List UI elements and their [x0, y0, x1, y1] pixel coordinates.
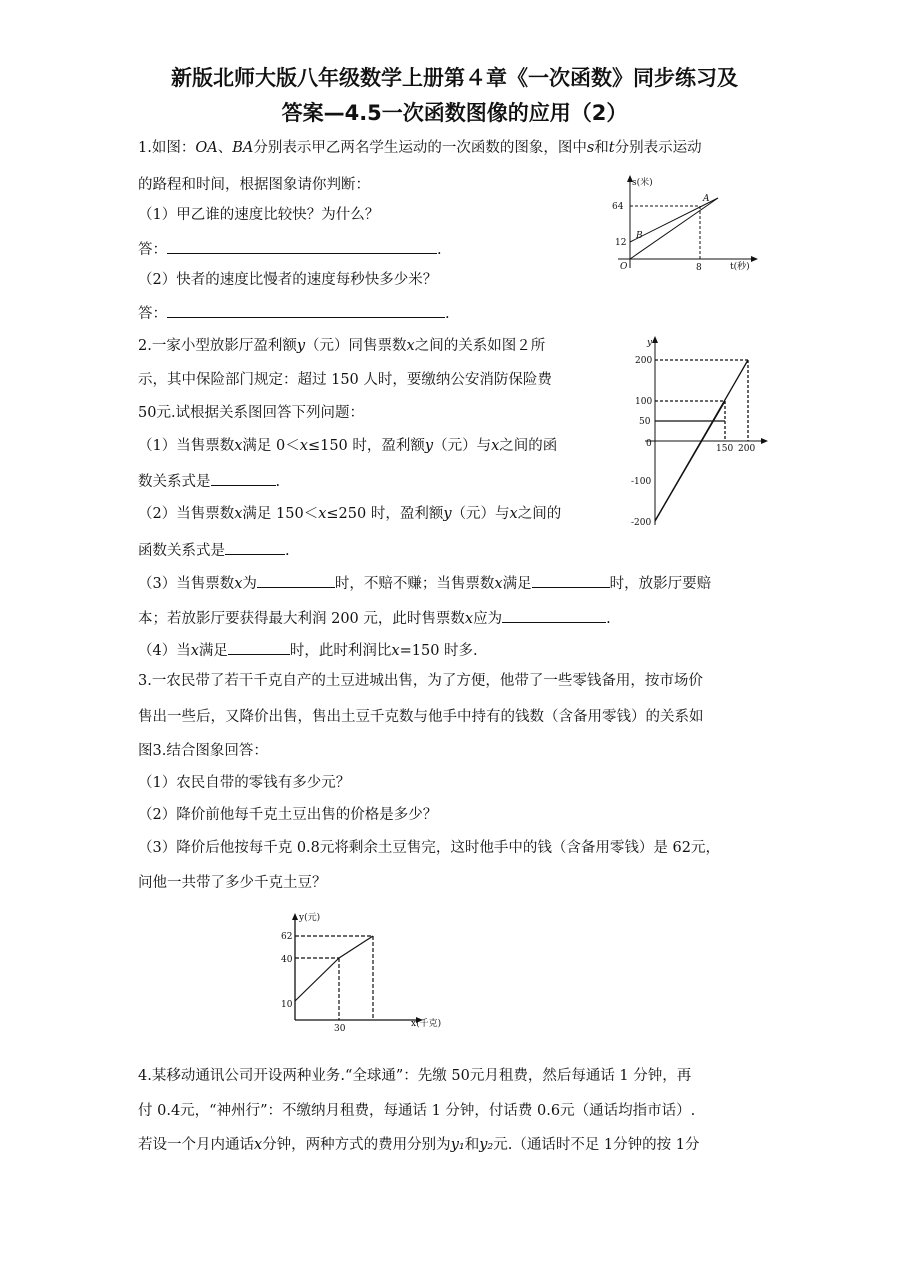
- answer-blank[interactable]: [225, 539, 285, 555]
- q1-line2: 的路程和时间，根据图象请你判断：: [138, 177, 370, 193]
- q1-line1: 1.如图：OA、BA分别表示甲乙两名学生运动的一次函数的图象，图中s和t分别表示运动: [138, 140, 702, 156]
- answer-blank[interactable]: [502, 607, 606, 623]
- q2-line3: 50元.试根据关系图回答下列问题：: [138, 405, 365, 421]
- svg-text:y: y: [647, 338, 653, 348]
- q4-line2: 付 0.4元，“神州行”：不缴纳月租费，每通话 1 分钟，付话费 0.6元（通话均指市话）.: [138, 1103, 696, 1119]
- svg-text:A: A: [703, 194, 710, 204]
- q2-sub3-line2: 本；若放影厅要获得最大利润 200 元，此时售票数x应为 .: [138, 607, 611, 629]
- q3-line2: 售出一些后，又降价出售，售出土豆千克数与他手中持有的钱数（含备用零钱）的关系如: [138, 709, 704, 725]
- q2-sub1-line2: 数关系式是 .: [138, 470, 280, 492]
- svg-text:t(秒): t(秒): [730, 262, 750, 272]
- q3-line1: 3.一农民带了若干千克自产的土豆进城出售，为了方便，他带了一些零钱备用，按市场价: [138, 673, 703, 689]
- q2-sub2: （2）当售票数x满足 150＜x≤250 时，盈利额y（元）与x之间的: [138, 506, 562, 522]
- svg-text:8: 8: [696, 263, 702, 273]
- q4-line1: 4.某移动通讯公司开设两种业务.“全球通”：先缴 50元月租费，然后每通话 1 分钟，再: [138, 1068, 692, 1084]
- svg-text:100: 100: [635, 397, 653, 407]
- q2-line1: 2.一家小型放影厅盈利额y（元）同售票数x之间的关系如图２所: [138, 338, 546, 354]
- svg-text:-100: -100: [631, 477, 652, 487]
- q1-sub1: （1）甲乙谁的速度比较快？为什么？: [138, 207, 380, 223]
- q3-sub3: （3）降价后他按每千克 0.8元将剩余土豆售完，这时他手中的钱（含备用零钱）是 62元，: [138, 840, 720, 856]
- answer-blank[interactable]: [228, 639, 290, 655]
- svg-text:y(元): y(元): [299, 913, 321, 923]
- q1-sub2: （2）快者的速度比慢者的速度每秒快多少米？: [138, 272, 438, 288]
- q3-graph: [280, 908, 460, 1033]
- svg-text:64: 64: [612, 202, 624, 212]
- q1-answer1: 答： .: [138, 238, 442, 260]
- page-title-line1: 新版北师大版八年级数学上册第４章《一次函数》同步练习及: [171, 66, 738, 90]
- q2-sub3: （3）当售票数x为 时，不赔不赚；当售票数x满足 时，放影厅要赔: [138, 572, 711, 594]
- q2-line2: 示，其中保险部门规定：超过 150 人时，要缴纳公安消防保险费: [138, 372, 552, 388]
- svg-text:s(米): s(米): [632, 178, 653, 188]
- answer-blank[interactable]: [211, 470, 276, 486]
- svg-text:30: 30: [334, 1024, 346, 1034]
- answer-blank[interactable]: [167, 302, 445, 318]
- svg-text:-200: -200: [631, 518, 652, 528]
- q2-sub4: （4）当x满足 时，此时利润比x=150 时多.: [138, 639, 478, 661]
- page-title-line2: 答案—4.5一次函数图像的应用（2）: [281, 101, 628, 125]
- q3-sub2: （2）降价前他每千克土豆出售的价格是多少？: [138, 807, 438, 823]
- svg-text:200: 200: [738, 444, 756, 454]
- q3-sub1: （1）农民自带的零钱有多少元？: [138, 775, 351, 791]
- svg-text:O: O: [620, 262, 628, 272]
- q3-line3: 图3.结合图象回答：: [138, 743, 268, 759]
- svg-text:40: 40: [281, 955, 293, 965]
- svg-text:B: B: [636, 231, 643, 241]
- svg-text:62: 62: [281, 932, 293, 942]
- q2-graph: [625, 333, 775, 533]
- q1-graph: [600, 170, 770, 290]
- svg-text:12: 12: [615, 238, 627, 248]
- q2-sub2-line2: 函数关系式是 .: [138, 539, 290, 561]
- svg-text:150: 150: [716, 444, 734, 454]
- q3-sub3-line2: 问他一共带了多少千克土豆？: [138, 875, 327, 891]
- svg-text:50: 50: [639, 417, 651, 427]
- q2-sub1: （1）当售票数x满足 0＜x≤150 时，盈利额y（元）与x之间的函: [138, 438, 558, 454]
- q1-answer2: 答： .: [138, 302, 450, 324]
- q4-line3: 若设一个月内通话x分钟，两种方式的费用分别为y₁和y₂元.（通话时不足 1分钟的按 1分: [138, 1137, 700, 1153]
- svg-text:200: 200: [635, 356, 653, 366]
- answer-blank[interactable]: [257, 572, 335, 588]
- answer-blank[interactable]: [532, 572, 610, 588]
- svg-text:x(千克): x(千克): [411, 1019, 442, 1029]
- answer-blank[interactable]: [167, 238, 437, 254]
- svg-text:10: 10: [281, 1000, 293, 1010]
- svg-text:0: 0: [646, 439, 652, 449]
